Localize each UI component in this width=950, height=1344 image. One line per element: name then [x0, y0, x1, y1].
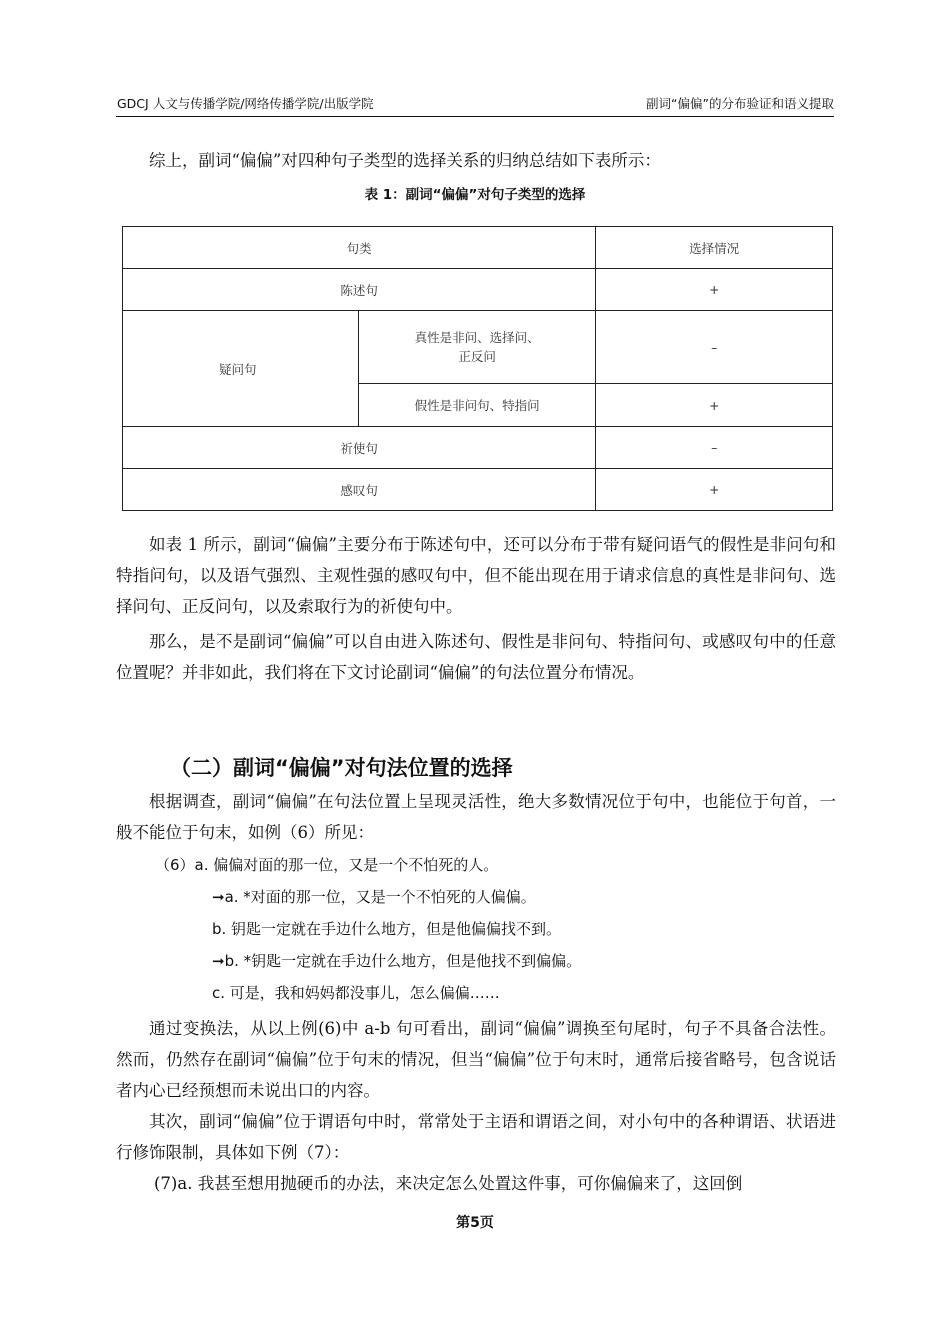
value-imperative: – [596, 427, 833, 469]
table-caption: 表 1：副词“偏偏”对句子类型的选择 [364, 187, 586, 203]
paragraph-3: 根据调查，副词“偏偏”在句法位置上呈现灵活性，绝大多数情况位于句中，也能位于句首，一般不能位于句末，如例（6）所见： [116, 792, 836, 842]
example-6b-transformed: ➞b. *钥匙一定就在手边什么地方，但是他找不到偏偏。 [212, 952, 582, 970]
label-declarative: 陈述句 [123, 269, 596, 311]
label-interrogative: 疑问句 [123, 311, 359, 427]
running-header-right: 副词“偏偏”的分布验证和语义提取 [646, 96, 834, 111]
value-exclamatory: + [596, 469, 833, 511]
page-number: 第5页 [456, 1215, 494, 1231]
value-true-question: – [596, 311, 833, 384]
label-imperative: 祈使句 [123, 427, 596, 469]
header-selection: 选择情况 [596, 227, 833, 269]
running-header-left: GDCJ 人文与传播学院/网络传播学院/出版学院 [117, 96, 374, 111]
paragraph-1: 如表 1 所示，副词“偏偏”主要分布于陈述句中，还可以分布于带有疑问语气的假性是非问句和特指问句，以及语气强烈、主观性强的感叹句中，但不能出现在用于请求信息的真性是非问句、选择问句、正反问句，以及索取行为的祈使句中。 [116, 535, 836, 616]
value-declarative: + [596, 269, 833, 311]
paragraph-6: (7)a. 我甚至想用抛硬币的办法，来决定怎么处置这件事，可你偏偏来了，这回倒 [154, 1174, 743, 1193]
header-rule [116, 116, 834, 117]
table-header-row [123, 227, 833, 269]
label-exclamatory: 感叹句 [123, 469, 596, 511]
header-sentence-type: 句类 [123, 227, 596, 269]
paragraph-4: 通过变换法，从以上例(6)中 a-b 句可看出，副词“偏偏”调换至句尾时，句子不具备合法性。然而，仍然存在副词“偏偏”位于句末的情况，但当“偏偏”位于句末时，通常后接省略号，包含说话者内心已经预想而未说出口的内容。 [116, 1019, 836, 1100]
intro-paragraph: 综上，副词“偏偏”对四种句子类型的选择关系的归纳总结如下表所示： [149, 151, 661, 170]
example-6a: （6）a. 偏偏对面的那一位，又是一个不怕死的人。 [155, 856, 499, 874]
label-true-question [358, 311, 596, 384]
row-interrogative-true [123, 311, 833, 384]
true-question-line2: 正反问 [458, 349, 496, 364]
paragraph-2: 那么，是不是副词“偏偏”可以自由进入陈述句、假性是非问句、特指问句、或感叹句中的任意位置呢？并非如此，我们将在下文讨论副词“偏偏”的句法位置分布情况。 [116, 632, 836, 682]
row-exclamatory [123, 469, 833, 511]
example-6a-transformed: ➞a. *对面的那一位，又是一个不怕死的人偏偏。 [212, 888, 536, 906]
true-question-line1: 真性是非问、选择问、 [414, 330, 540, 345]
label-false-question: 假性是非问句、特指问 [358, 384, 596, 427]
section-title: （二）副词“偏偏”对句法位置的选择 [170, 756, 513, 780]
example-6c: c. 可是，我和妈妈都没事儿，怎么偏偏…… [212, 984, 500, 1002]
row-declarative [123, 269, 833, 311]
value-false-question: + [596, 384, 833, 427]
row-imperative [123, 427, 833, 469]
paragraph-5: 其次，副词“偏偏”位于谓语句中时，常常处于主语和谓语之间，对小句中的各种谓语、状语进行修饰限制，具体如下例（7）： [116, 1112, 836, 1162]
sentence-type-table [122, 226, 833, 511]
example-6b: b. 钥匙一定就在手边什么地方，但是他偏偏找不到。 [212, 920, 562, 938]
